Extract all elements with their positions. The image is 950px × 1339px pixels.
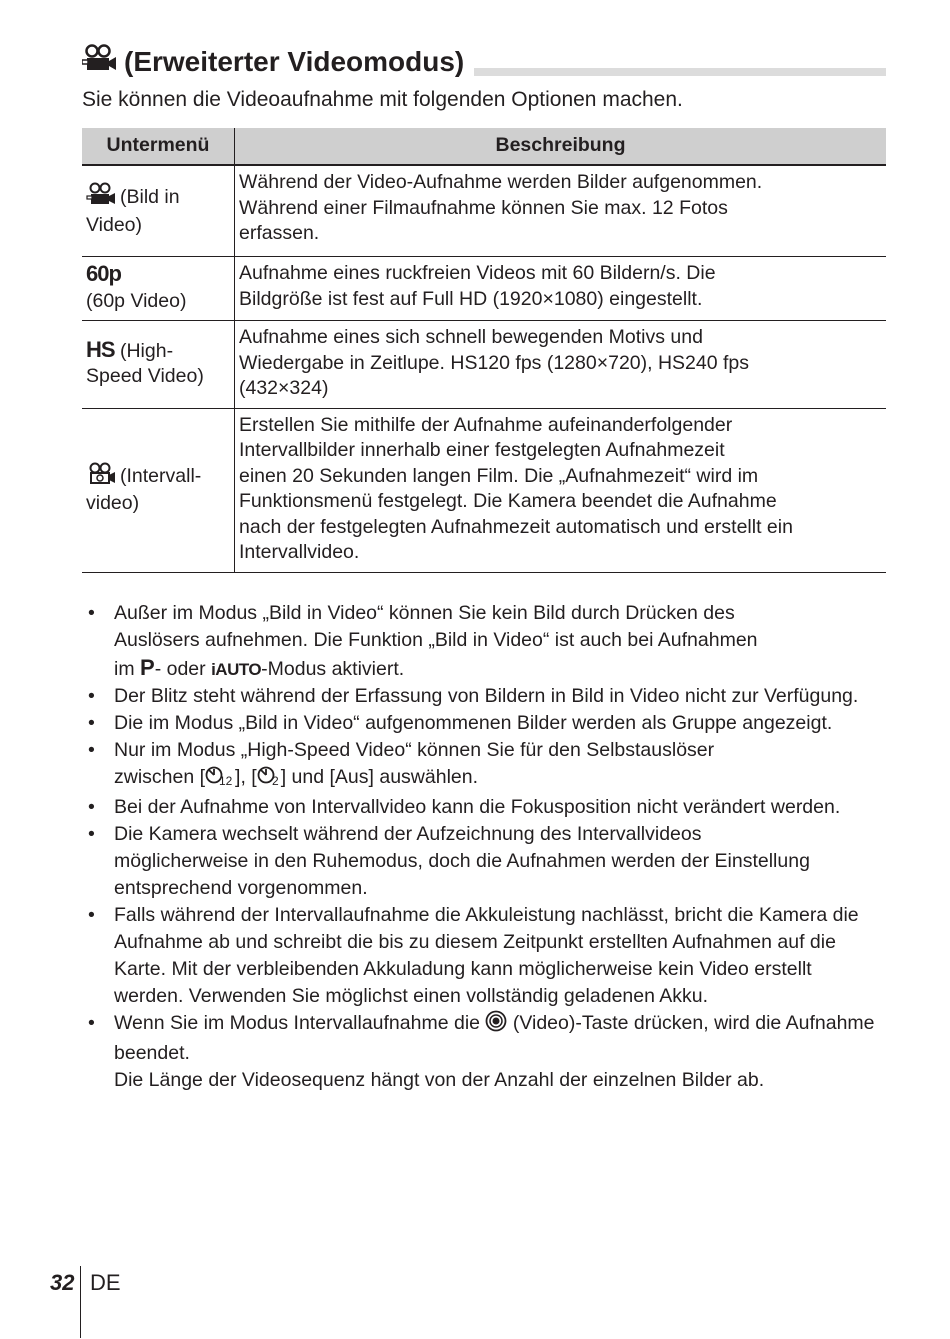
note-text: Außer im Modus „Bild in Video“ können Sie kein Bild durch Drücken des [114,602,735,624]
description-line: Intervallbilder innerhalb einer festgelegten Aufnahmezeit [239,439,725,461]
list-item [82,600,886,683]
bild-in-video-icon [86,182,116,214]
self-timer-2-icon [257,764,281,794]
note-text: im [114,658,135,680]
note-text: zwischen [ [114,766,206,788]
description-line: Bildgröße ist fest auf Full HD (1920×1080) eingestellt. [239,287,703,310]
submenu-table [82,128,886,573]
description-line: Funktionsmenü festgelegt. Die Kamera beendet die Aufnahme [239,490,777,512]
description-line: erfassen. [239,222,320,244]
list-item [82,1010,886,1094]
notes-list [82,600,886,1094]
description-cell [235,321,887,409]
intervall-video-icon [86,462,116,492]
table-row [82,321,886,409]
description-line: nach der festgelegten Aufnahmezeit automatisch und erstellt ein [239,515,793,538]
submenu-label: (Intervall- [120,464,202,487]
note-text: Wenn Sie im Modus Intervallaufnahme die [114,1012,480,1034]
self-timer-12-label: 12 [219,774,233,786]
description-cell [235,257,887,321]
self-timer-2-label: 2 [271,774,279,786]
table-row [82,408,886,572]
table-row [82,165,886,257]
list-item: • Der Blitz steht während der Erfassung von Bildern in Bild in Video nicht zur Verfügung. [82,683,886,710]
submenu-label-cont: video) [86,492,140,514]
submenu-label: (Bild in [120,185,180,208]
description-cell [235,408,887,572]
page-title-text: (Erweiterter Videomodus) [124,45,465,77]
description-line: Wiedergabe in Zeitlupe. HS120 fps (1280×720), HS240 fps [239,351,750,374]
submenu-label-cont: Video) [86,214,143,236]
list-item: • Falls während der Intervallaufnahme die Akkuleistung nachlässt, bricht die Kamera die Aufnahme ab und schreibt die bis zu diesem Zeitpunkt erstellten Aufnahmen auf die Karte. Mit der verbleibenden Akkuladung kann möglicherweise kein Video erstellt werden. Verwenden Sie möglichst einen vollständig geladenen Akku. [82,902,886,1010]
submenu-cell [82,257,235,321]
submenu-cell [82,408,235,572]
description-cell [235,165,887,257]
submenu-cell [82,321,235,409]
60p-symbol: 60p [86,261,121,286]
description-line: Intervallvideo. [239,541,360,563]
iauto-mode-symbol: iAUTO [211,660,262,679]
video-mode-icon [82,44,118,79]
column-header-beschreibung: Beschreibung [235,128,887,165]
section-heading [82,44,886,78]
page-title [82,44,474,79]
note-text: ], [ [235,766,257,788]
note-text: (Video)-Taste drücken, wird die Aufnahme beendet. [114,1012,875,1064]
description-line: (432×324) [239,377,329,399]
note-text: Die Länge der Videosequenz hängt von der Anzahl der einzelnen Bilder ab. [114,1069,765,1091]
p-mode-symbol: P [140,655,155,680]
description-line: Erstellen Sie mithilfe der Aufnahme aufeinanderfolgender [239,413,733,436]
table-row [82,257,886,321]
list-item [82,737,886,794]
description-line: einen 20 Sekunden langen Film. Die „Aufnahmezeit“ wird im [239,464,759,487]
list-item: • Die Kamera wechselt während der Aufzeichnung des Intervallvideos möglicherweise in den Ruhemodus, doch die Aufnahmen werden der Einstellung entsprechend vorgenommen. [82,821,886,902]
list-item: • Bei der Aufnahme von Intervallvideo kann die Fokusposition nicht verändert werden. [82,794,886,821]
note-text: ] und [Aus] auswählen. [280,766,479,788]
intro-text: Sie können die Videoaufnahme mit folgenden Optionen machen. [82,88,683,111]
note-text: Auslösers aufnehmen. Die Funktion „Bild in Video“ ist auch bei Aufnahmen [114,629,758,651]
page-number: 32 [50,1270,75,1295]
column-header-untermenue: Untermenü [82,128,235,165]
self-timer-12-icon [205,764,235,794]
description-line: Während der Video-Aufnahme werden Bilder aufgenommen. [239,171,763,193]
note-text: -Modus aktiviert. [261,658,405,680]
description-line: Aufnahme eines ruckfreien Videos mit 60 Bildern/s. Die [239,262,716,284]
submenu-label-cont: Speed Video) [86,365,204,388]
record-button-icon [485,1010,507,1040]
table-header-row [82,128,886,165]
note-text: - oder [154,658,206,680]
submenu-label: (High- [119,339,174,362]
language-label: DE [90,1270,121,1295]
footer-divider [80,1266,81,1338]
description-line: Während einer Filmaufnahme können Sie max. 12 Fotos [239,196,728,219]
note-text: Nur im Modus „High-Speed Video“ können Sie für den Selbstauslöser [114,739,715,761]
description-line: Aufnahme eines sich schnell bewegenden Motivs und [239,326,703,348]
submenu-cell [82,165,235,257]
list-item: • Die im Modus „Bild in Video“ aufgenommenen Bilder werden als Gruppe angezeigt. [82,710,886,737]
hs-symbol: HS [86,336,115,362]
submenu-label-cont: (60p Video) [86,289,187,312]
